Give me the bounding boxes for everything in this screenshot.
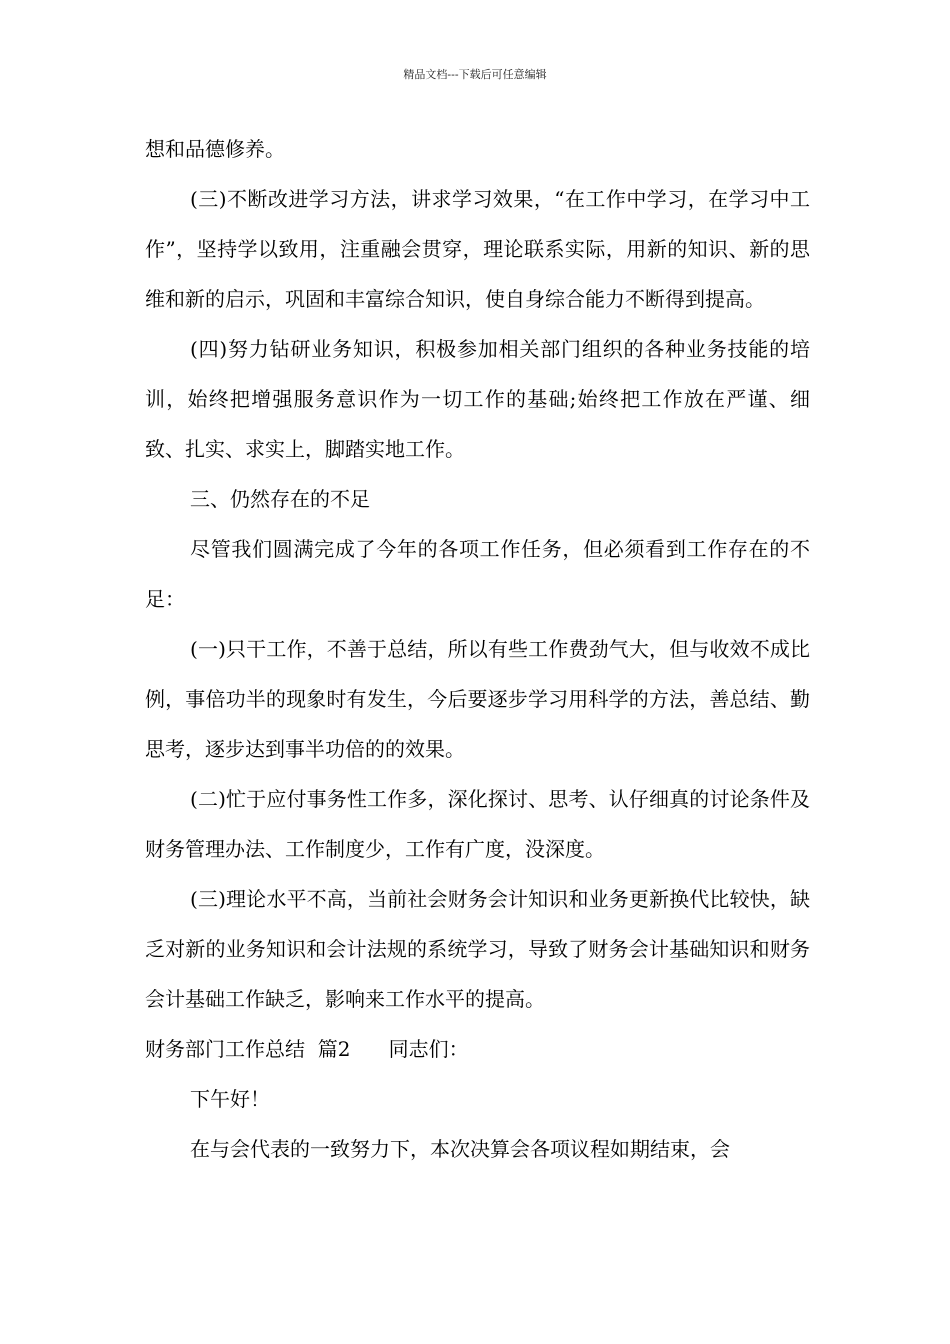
section-heading: 三、仍然存在的不足 [190, 487, 370, 511]
paragraph-2: (三)不断改进学习方法，讲求学习效果，“在工作中学习，在学习中工作”，坚持学以致用，注重融会贯穿，理论联系实际，用新的知识、新的思维和新的启示，巩固和丰富综合知识，使自身综合能力不断得到提高。 [145, 187, 810, 311]
paragraph-4: 尽管我们圆满完成了今年的各项工作任务，但必须看到工作存在的不足： [145, 537, 810, 611]
paragraph-7: (三)理论水平不高，当前社会财务会计知识和业务更新换代比较快，缺乏对新的业务知识和会计法规的系统学习，导致了财务会计基础知识和财务会计基础工作缺乏，影响来工作水平的提高。 [145, 887, 810, 1011]
paragraph-1: 想和品德修养。 [145, 137, 285, 161]
greeting: 下午好！ [190, 1087, 270, 1111]
article-title-line: 财务部门工作总结 篇2 同志们： [145, 1037, 469, 1061]
paragraph-5: (一)只干工作，不善于总结，所以有些工作费劲气大，但与收效不成比例，事倍功半的现象时有发生，今后要逐步学习用科学的方法，善总结、勤思考，逐步达到事半功倍的的效果。 [145, 637, 810, 761]
document-body [145, 124, 810, 1174]
page-header: 精品文档---下载后可任意编辑 [403, 68, 547, 81]
paragraph-6: (二)忙于应付事务性工作多，深化探讨、思考、认仔细真的讨论条件及财务管理办法、工作制度少，工作有广度，没深度。 [145, 787, 810, 861]
paragraph-8: 在与会代表的一致努力下，本次决算会各项议程如期结束，会 [190, 1137, 730, 1161]
paragraph-3: (四)努力钻研业务知识，积极参加相关部门组织的各种业务技能的培训，始终把增强服务意识作为一切工作的基础;始终把工作放在严谨、细致、扎实、求实上，脚踏实地工作。 [145, 337, 810, 461]
